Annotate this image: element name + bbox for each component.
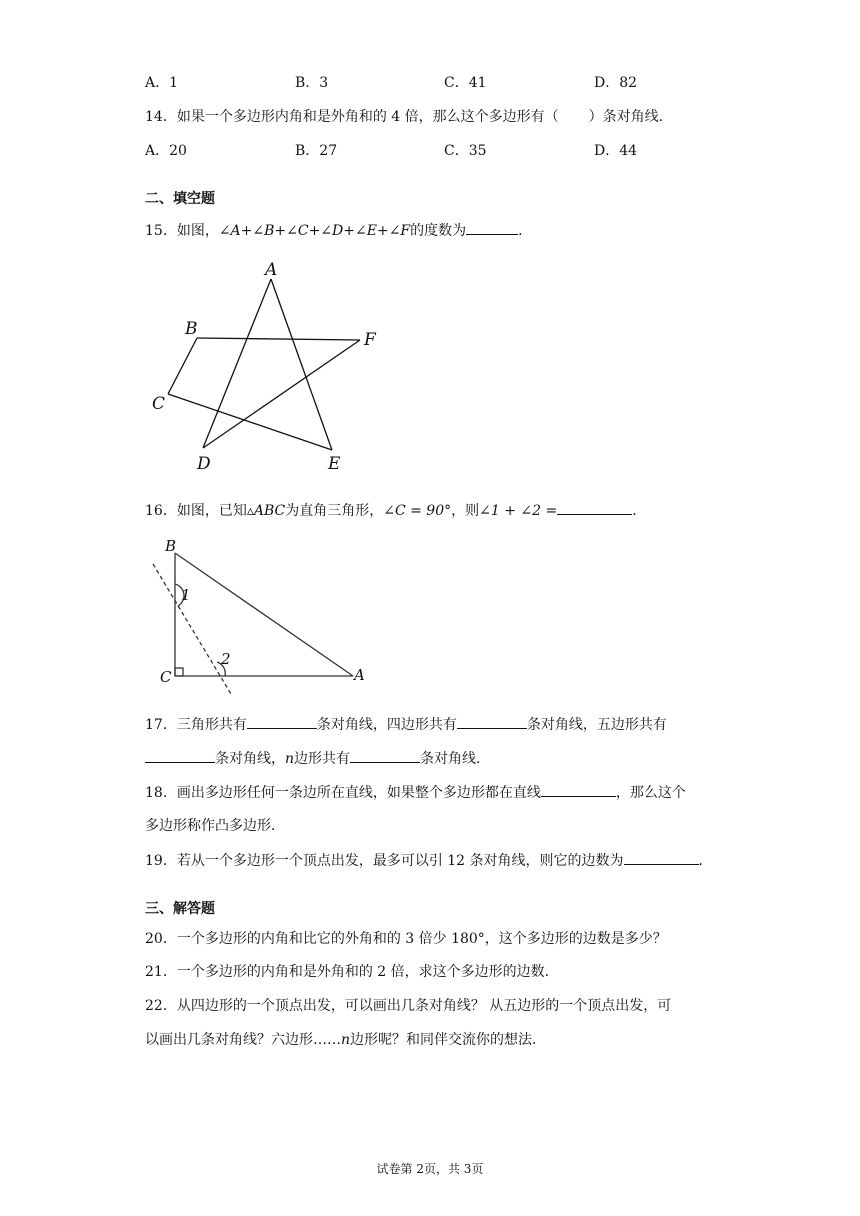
- question-21: 21．一个多边形的内角和是外角和的 2 倍，求这个多边形的边数．: [145, 964, 559, 980]
- q16-triangle: ▵ABC: [246, 503, 286, 519]
- segment-df: [203, 340, 360, 448]
- q19-answer-blank[interactable]: [624, 850, 699, 865]
- label-b: B: [185, 319, 198, 339]
- q13-option-c: C．41: [444, 75, 487, 91]
- label-d: D: [197, 454, 211, 474]
- question-15: [145, 220, 532, 241]
- q15-end: ．: [518, 223, 533, 239]
- question-18-line1: [145, 782, 686, 803]
- q16-mid: 为直角三角形，: [285, 503, 384, 519]
- segment-ce: [168, 394, 332, 450]
- q17-text-1: 17．三角形共有: [145, 717, 247, 733]
- label-c: C: [152, 394, 166, 414]
- q16-prefix: 16．如图，已知: [145, 503, 247, 519]
- q16-angle-c: ∠C = 90°: [383, 503, 452, 519]
- label-f: F: [364, 330, 376, 350]
- q14-option-b: B．27: [295, 143, 338, 159]
- q13-option-b: B．3: [295, 75, 329, 91]
- q17-text-3: 条对角线，五边形共有: [526, 717, 667, 733]
- q17-text-5: 边形共有: [294, 751, 351, 767]
- figure-star-abcdef: [145, 255, 395, 475]
- q17-text-6: 条对角线．: [420, 751, 491, 767]
- q17-text-2: 条对角线，四边形共有: [316, 717, 457, 733]
- q14-text: 14．如果一个多边形内角和是外角和的 4 倍，那么这个多边形有（: [145, 109, 559, 125]
- q17-blank-n-gon[interactable]: [350, 748, 420, 763]
- label-b: B: [165, 537, 177, 555]
- q22-text-b: 边形呢？和同伴交流你的想法．: [350, 1032, 547, 1048]
- segment-ae: [271, 279, 332, 450]
- q19-end: ．: [698, 853, 713, 869]
- label-a: A: [265, 260, 278, 280]
- q16-expression: ∠1 + ∠2 =: [479, 503, 558, 519]
- q13-option-a: A．1: [145, 75, 179, 91]
- segment-bc: [168, 338, 197, 394]
- q17-blank-triangle[interactable]: [247, 714, 317, 729]
- q18-answer-blank[interactable]: [541, 782, 616, 797]
- q17-blank-pentagon[interactable]: [145, 748, 215, 763]
- question-14: [145, 107, 673, 127]
- q15-angle-sum: ∠A+∠B+∠C+∠D+∠E+∠F: [218, 223, 411, 239]
- q22-text-a: 以画出几条对角线？六边形……: [145, 1032, 341, 1048]
- section-answer-title: 三、解答题: [145, 901, 215, 917]
- question-22-line2: [145, 1030, 546, 1050]
- right-angle-mark: [175, 668, 183, 676]
- q15-suffix: 的度数为: [410, 223, 467, 239]
- q22-n: n: [341, 1032, 351, 1048]
- q14-text-end: ）条对角线．: [588, 109, 673, 125]
- q18-text-1: 18．画出多边形任何一条边所在直线，如果整个多边形都在直线: [145, 785, 541, 801]
- question-20: 20．一个多边形的内角和比它的外角和的 3 倍少 180°，这个多边形的边数是多少？: [145, 931, 667, 947]
- label-c: C: [160, 668, 172, 686]
- label-e: E: [328, 454, 341, 474]
- question-16: [145, 500, 646, 521]
- question-19: [145, 850, 713, 871]
- q15-prefix: 15．如图，: [145, 223, 219, 239]
- question-17-line1: [145, 714, 667, 735]
- label-a: A: [354, 666, 365, 684]
- q13-option-d: D．82: [594, 75, 638, 91]
- q17-text-4: 条对角线，: [215, 751, 285, 767]
- segment-bf: [197, 338, 360, 340]
- figure-right-triangle: [145, 534, 385, 694]
- q14-option-c: C．35: [444, 143, 487, 159]
- label-angle-2: 2: [221, 650, 231, 668]
- q14-option-a: A．20: [145, 143, 187, 159]
- label-angle-1: 1: [181, 586, 191, 604]
- q18-text-2: ，那么这个: [615, 785, 686, 801]
- question-22-line1: 22．从四边形的一个顶点出发，可以画出几条对角线？ 从五边形的一个顶点出发，可: [145, 998, 672, 1014]
- q17-blank-quadrilateral[interactable]: [457, 714, 527, 729]
- q15-answer-blank[interactable]: [466, 220, 518, 235]
- q17-n: n: [285, 751, 295, 767]
- q16-answer-blank[interactable]: [557, 500, 632, 515]
- section-fill-in-title: 二、填空题: [145, 191, 215, 207]
- q14-option-d: D．44: [594, 143, 638, 159]
- segment-ad: [203, 279, 271, 448]
- q19-text: 19．若从一个多边形一个顶点出发，最多可以引 12 条对角线，则它的边数为: [145, 853, 624, 869]
- page-footer: 试卷第 2页，共 3页: [376, 1162, 484, 1176]
- side-ab: [175, 553, 353, 676]
- q16-then: ，则: [451, 503, 480, 519]
- question-18-line2: 多边形称作凸多边形．: [145, 818, 285, 834]
- q16-end: ．: [632, 503, 647, 519]
- question-17-line2: [145, 748, 490, 769]
